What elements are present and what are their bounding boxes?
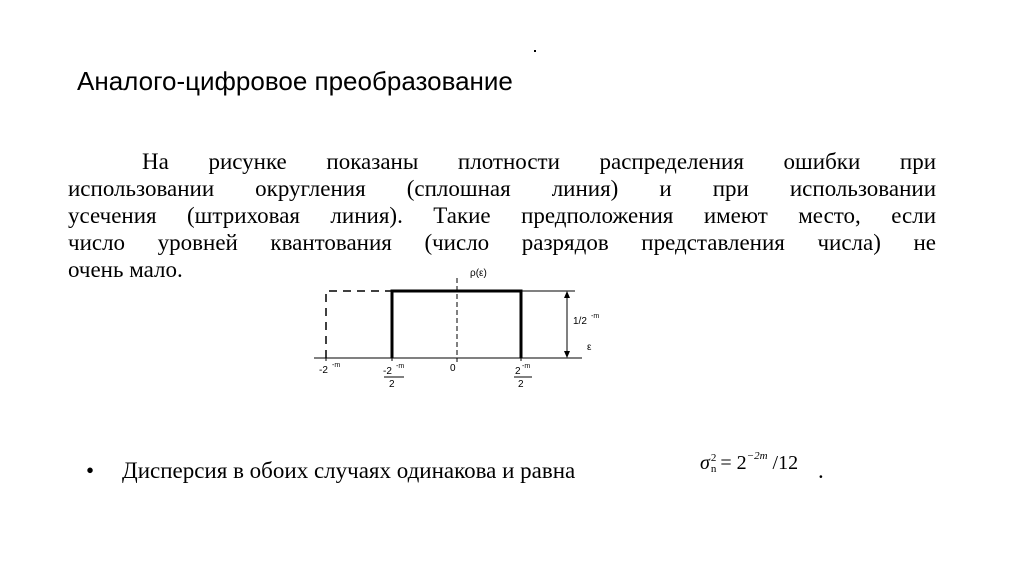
height-arrow-head-bottom xyxy=(564,351,570,358)
formula-equals: = xyxy=(720,452,732,474)
bullet-marker: • xyxy=(86,458,95,483)
tick-label-neg-half-den: 2 xyxy=(389,379,395,390)
height-label-exp: -m xyxy=(591,313,600,320)
y-axis-label: ρ(ε) xyxy=(470,268,487,279)
speck xyxy=(534,50,536,52)
tick-label-neg-half-exp: -m xyxy=(396,363,405,370)
truncation-density-line xyxy=(326,291,392,358)
formula-subscript: n xyxy=(710,463,717,476)
tick-label-pos-half-den: 2 xyxy=(518,379,524,390)
error-density-figure xyxy=(300,262,620,397)
paragraph-line: число уровней квантования (число разрядов представления числа) не xyxy=(68,230,936,255)
height-label-base: 1/2 xyxy=(573,316,587,327)
tick-label-pos-half-exp: -m xyxy=(522,363,531,370)
paragraph-line: использовании округления (сплошная линия) и при использовании xyxy=(68,176,936,201)
slide-title: Аналого-цифровое преобразование xyxy=(77,66,513,96)
formula-exponent: −2m xyxy=(746,450,768,463)
formula-superscript: 2 xyxy=(710,452,717,465)
tick-label-neg-full-exp: -m xyxy=(332,362,341,369)
bullet-text: Дисперсия в обоих случаях одинакова и равна xyxy=(122,458,576,483)
formula-period: . xyxy=(818,458,824,483)
rounding-density-line xyxy=(392,291,521,358)
paragraph-line: очень мало. xyxy=(68,257,183,282)
paragraph-line: На рисунке показаны плотности распределения ошибки при xyxy=(142,149,936,174)
tick-label-neg-full: -2 xyxy=(319,365,328,376)
variance-formula xyxy=(700,452,798,475)
formula-sigma: σ xyxy=(700,452,710,474)
tick-label-neg-half: -2 xyxy=(383,366,392,377)
tick-label-pos-half: 2 xyxy=(515,366,521,377)
height-arrow-head-top xyxy=(564,291,570,298)
paragraph-line: усечения (штриховая линия). Такие предположения имеют место, если xyxy=(68,203,936,228)
formula-base: 2 xyxy=(736,452,747,474)
tick-label-zero: 0 xyxy=(450,363,456,374)
formula-divisor: /12 xyxy=(772,452,799,474)
x-axis-label: ε xyxy=(587,342,592,353)
